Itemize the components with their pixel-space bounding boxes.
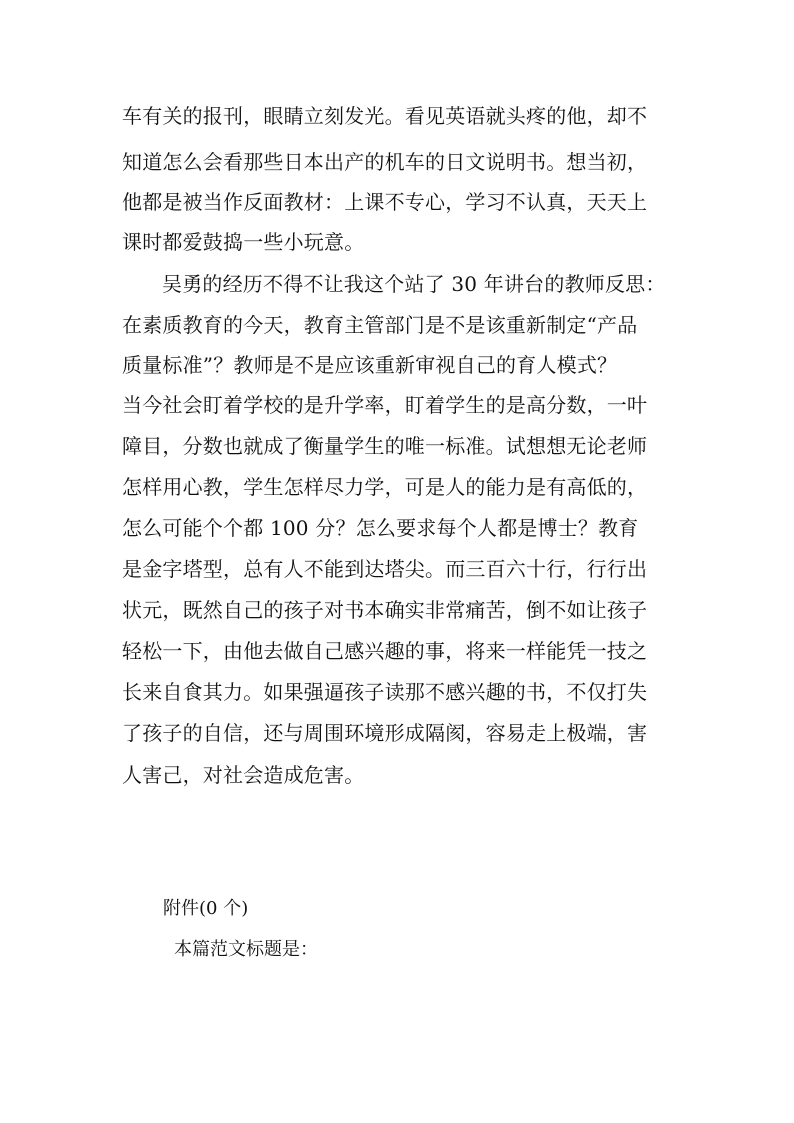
paragraph-line: 他都是被当作反面教材：上课不专心，学习不认真，天天上 xyxy=(122,190,648,214)
paragraph-line: 在素质教育的今天，教育主管部门是不是该重新制定“产品 xyxy=(122,313,638,337)
attachments-label[interactable]: 附件(0 个) xyxy=(163,898,249,919)
paragraph-line: 状元，既然自己的孩子对书本确实非常痛苦，倒不如让孩子 xyxy=(122,598,648,622)
paragraph-line: 长来自食其力。如果强逼孩子读那不感兴趣的书，不仅打失 xyxy=(122,680,648,704)
paragraph-line: 吴勇的经历不得不让我这个站了 30 年讲台的教师反思： xyxy=(162,272,666,296)
paragraph-line: 怎样用心教，学生怎样尽力学，可是人的能力是有高低的， xyxy=(122,475,648,499)
paragraph-line: 当今社会盯着学校的是升学率，盯着学生的是高分数，一叶 xyxy=(122,393,648,417)
paragraph-line: 轻松一下，由他去做自己感兴趣的事，将来一样能凭一技之 xyxy=(122,639,648,663)
essay-title-label: 本篇范文标题是： xyxy=(174,939,318,960)
paragraph-line: 怎么可能个个都 100 分？怎么要求每个人都是博士？教育 xyxy=(122,516,639,540)
paragraph-line: 是金字塔型，总有人不能到达塔尖。而三百六十行，行行出 xyxy=(122,557,648,581)
paragraph-line: 人害己，对社会造成危害。 xyxy=(122,763,365,787)
paragraph-line: 课时都爱鼓捣一些小玩意。 xyxy=(122,230,365,254)
paragraph-line: 质量标准”？教师是不是应该重新审视自己的育人模式？ xyxy=(122,353,618,377)
paragraph-line: 车有关的报刊，眼睛立刻发光。看见英语就头疼的他，却不 xyxy=(122,104,648,128)
paragraph-line: 障目，分数也就成了衡量学生的唯一标准。试想想无论老师 xyxy=(122,434,648,458)
paragraph-line: 了孩子的自信，还与周围环境形成隔阂，容易走上极端，害 xyxy=(122,721,648,745)
paragraph-line: 知道怎么会看那些日本出产的机车的日文说明书。想当初， xyxy=(122,150,648,174)
